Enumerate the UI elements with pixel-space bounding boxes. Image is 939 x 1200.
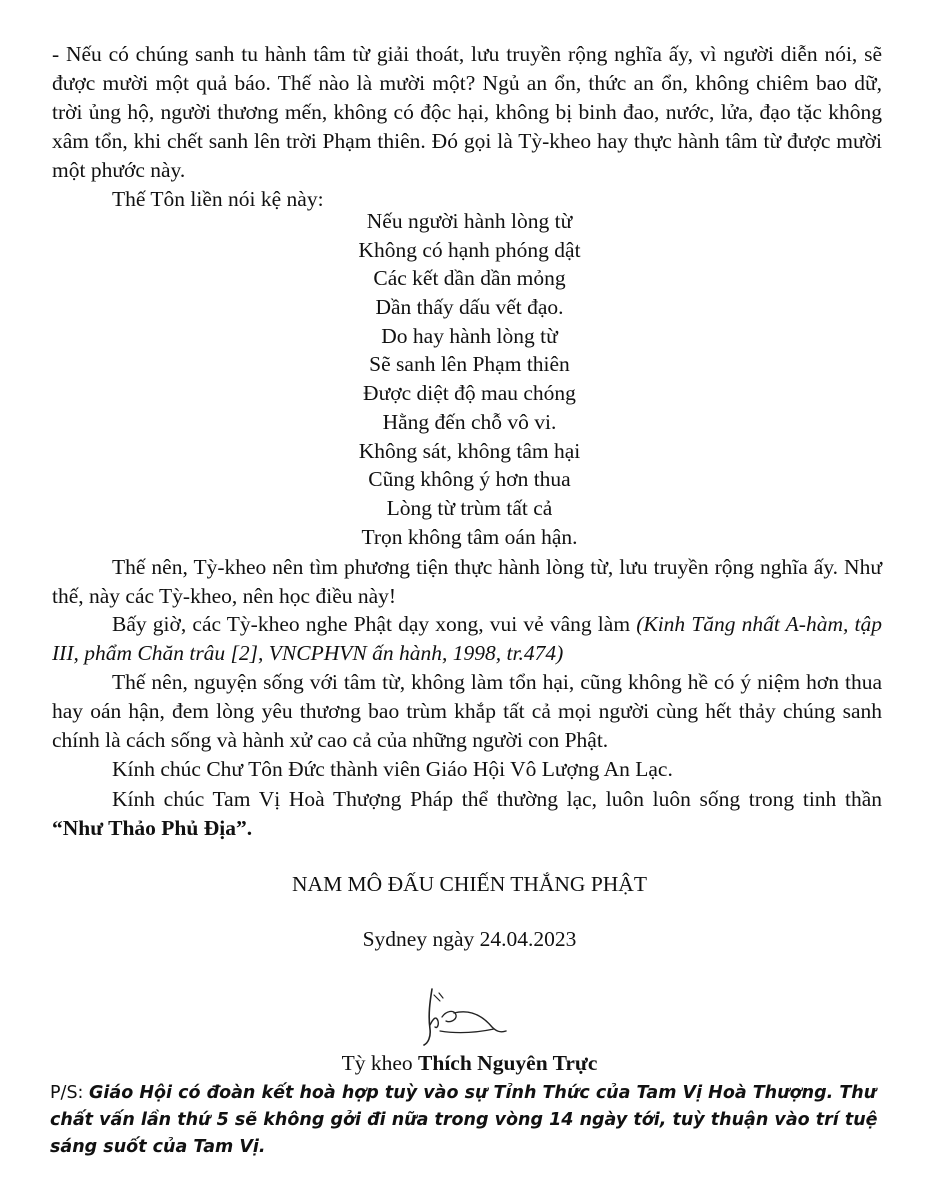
paragraph-wish-elders <box>52 785 882 843</box>
verse-line: Do hay hành lòng từ <box>381 323 558 348</box>
homage-line: NAM MÔ ĐẤU CHIẾN THẮNG PHẬT <box>292 872 647 896</box>
verse-line: Dần thấy dấu vết đạo. <box>375 295 564 320</box>
verse-line: Không sát, không tâm hại <box>358 438 581 463</box>
postscript-text: Giáo Hội có đoàn kết hoà hợp tuỳ vào sự Tỉnh Thức của Tam Vị Hoà Thượng. Thư chất vấn lần thứ 5 sẽ không gởi đi nữa trong vòng 14 ngày tới, tuỳ thuận vào trí tuệ sáng suốt của Tam Vị. <box>50 1083 878 1157</box>
paragraph-practice-loving-kindness: Thế nên, Tỳ-kheo nên tìm phương tiện thực hành lòng từ, lưu truyền rộng nghĩa ấy. Như thế, này các Tỳ-kheo, nên học điều này! <box>52 555 882 608</box>
verse-line: Cũng không ý hơn thua <box>368 467 571 492</box>
paragraph-conclusion: Thế nên, nguyện sống với tâm từ, không làm tổn hại, cũng không hề có ý niệm hơn thua hay oán hận, đem lòng yêu thương bao trùm khắp tất cả mọi người cùng hết thảy chúng sanh chính là cách sống và hành xử cao cả của những người con Phật. <box>52 670 882 752</box>
verse-line: Trọn không tâm oán hận. <box>361 524 578 549</box>
verse-line: Nếu người hành lòng từ <box>366 209 573 233</box>
paragraph-wish-members: Kính chúc Chư Tôn Đức thành viên Giáo Hội Vô Lượng An Lạc. <box>112 757 673 781</box>
verse-line: Sẽ sanh lên Phạm thiên <box>369 352 570 377</box>
verse-line: Được diệt độ mau chóng <box>363 381 576 406</box>
date-line: Sydney ngày 24.04.2023 <box>362 927 577 951</box>
postscript-label: P/S: <box>50 1083 90 1103</box>
paragraph-verse-intro: Thế Tôn liền nói kệ này: <box>112 187 324 211</box>
citation-reference: (Kinh Tăng nhất A-hàm, tập III, phẩm Chăn trâu [2], VNCPHVN ấn hành, 1998, tr.474) <box>52 612 882 665</box>
paragraph-citation <box>52 610 882 668</box>
paragraph-eleven-blessings: - Nếu có chúng sanh tu hành tâm từ giải thoát, lưu truyền rộng nghĩa ấy, vì người diễn nói, sẽ được mười một quả báo. Thế nào là mười một? Ngủ an ổn, thức an ổn, không chiêm bao dữ, trời ủng hộ, người thương mến, không có độc hại, không bị binh đao, nước, lửa, đạo tặc không xâm tổn, khi chết sanh lên trời Phạm thiên. Đó gọi là Tỳ-kheo hay thực hành tâm từ được mười một phước này. <box>52 42 882 182</box>
verse-line: Hằng đến chỗ vô vi. <box>382 409 557 434</box>
wish-motto: “Như Thảo Phủ Địa” <box>52 816 247 840</box>
wish-period: . <box>246 816 253 840</box>
handwritten-signature <box>410 985 520 1047</box>
wish-lead-text: Kính chúc Tam Vị Hoà Thượng Pháp thể thường lạc, luôn luôn sống trong tinh thần <box>112 787 882 811</box>
verse-line: Không có hạnh phóng dật <box>358 237 581 262</box>
verse-block <box>0 207 939 551</box>
verse-line: Lòng từ trùm tất cả <box>386 495 553 520</box>
signer-name: Thích Nguyên Trực <box>418 1051 598 1075</box>
citation-lead-text: Bấy giờ, các Tỳ-kheo nghe Phật dạy xong, vui vẻ vâng làm <box>112 612 637 636</box>
signer-title: Tỳ kheo <box>341 1051 419 1075</box>
verse-line: Các kết dần dần mỏng <box>373 266 566 291</box>
postscript <box>50 1080 895 1161</box>
signer-line <box>0 1049 939 1078</box>
